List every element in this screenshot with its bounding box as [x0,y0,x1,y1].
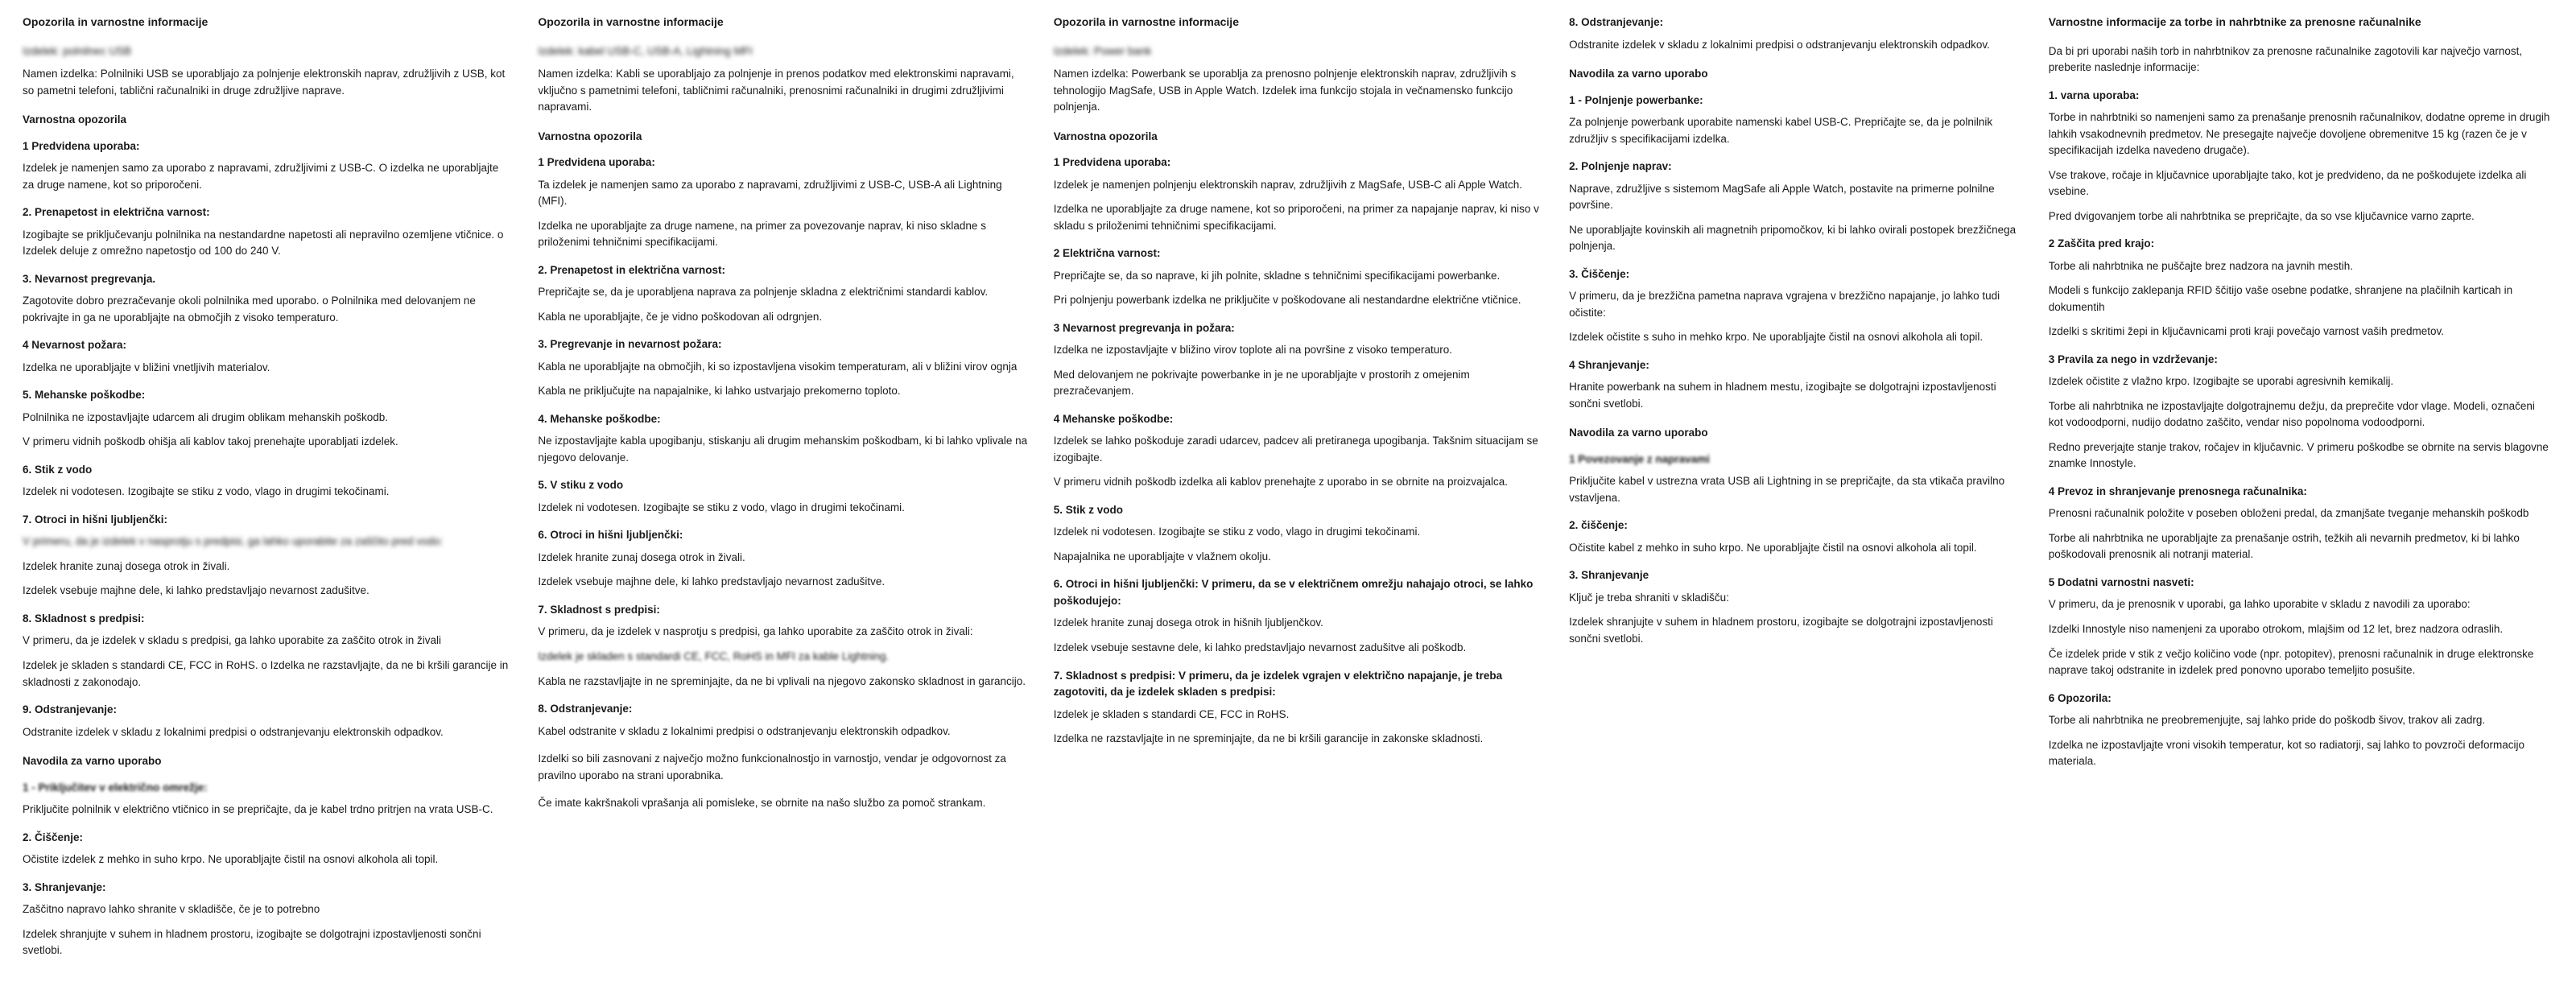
blurred-text: 1 Povezovanje z napravami [1569,452,1710,465]
warning-item-head: 1 Predvidena uporaba: [1053,156,1171,169]
warning-item-text: Če izdelek pride v stik z večjo količino vode (npr. potopitev), prenosni računalnik in druge elektronske naprave takoj odstranite in izdelek pred ponovno uporabo temeljito posušite. [2048,647,2534,677]
warning-item-text: Ne izpostavljajte kabla upogibanju, stiskanju ali drugim mehanskim poškodbam, ki bi lahko vplivale na njegovo delovanje. [538,435,1028,464]
warning-item-text: Izdelek ni vodotesen. Izogibajte se stiku z vodo, vlago in drugimi tekočinami. [538,501,905,513]
guide-item-head: 2. Polnjenje naprav: [1569,160,1672,173]
column-title: Opozorila in varnostne informacije [23,15,208,28]
warning-item-text: Izdelek je skladen s standardi CE, FCC in RoHS. [1053,707,1290,720]
warnings-heading: Varnostna opozorila [538,130,642,142]
warning-item-text: Izdelek je namenjen samo za uporabo z napravami, združljivimi z USB-C. O izdelka ne uporabljajte za druge namene, kot so priporočeni. [23,162,499,191]
warning-item-head: 5. V stiku z vodo [538,479,624,492]
warning-item-head: 1 Predvidena uporaba: [23,139,140,152]
guide-item-text: V primeru, da je brezžična pametna naprava vgrajena v brezžično napajanje, jo lahko tudi očistite: [1569,290,2000,319]
warning-item-text: Izdelka ne izpostavljajte v bližino virov toplote ali na površine z visoko temperaturo. [1053,344,1452,357]
guide-item-head-blurred [23,780,512,797]
product-name: Izdelek: kabel USB-C, USB-A, Lightning MFI [538,44,753,57]
warning-item-head: 5. Stik z vodo [1053,503,1123,516]
warning-item-head: 7. Skladnost s predpisi: V primeru, da je izdelek vgrajen v električno napajanje, je treba zagotoviti, da je izdelek skladen s predpisi: [1053,669,1503,699]
warning-item-head: 8. Odstranjevanje: [1569,16,1664,28]
column-charger [11,14,526,1006]
warning-item-head: 6 Opozorila: [2048,691,2112,704]
warning-item-head: 5. Mehanske poškodbe: [23,389,146,402]
warning-item-text: Izdelek je namenjen polnjenju elektronskih naprav, združljivih z MagSafe, USB-C ali Apple Watch. [1053,178,1523,191]
warning-item-text: Pri polnjenju powerbank izdelka ne priključite v poškodovane ali nestandardne električne vtičnice. [1053,294,1521,307]
warning-item-text: Izdelek je skladen s standardi CE, FCC in RoHS. o Izdelka ne razstavljajte, da ne bi kršili garancije in skladnosti z zakonodajo. [23,659,509,688]
guide-item-head: 4 Shranjevanje: [1569,358,1649,371]
column-powerbank [1042,14,1558,1006]
warning-item-text: Kabla ne priključujte na napajalnike, ki lahko ustvarjajo prekomerno toploto. [538,385,901,398]
warning-item-head: 3 Nevarnost pregrevanja in požara: [1053,321,1235,334]
guide-item-head: 2. čiščenje: [1569,519,1628,532]
warning-item-head: 6. Otroci in hišni ljubljenčki: [538,529,683,542]
column-cable [526,14,1042,1006]
warning-item-text: Izdelka ne uporabljajte za druge namene, kot so priporočeni, na primer za napajanje naprav, ki niso v skladu s priloženimi tehničnimi specifikacijami. [1053,203,1539,232]
warning-item-text: Izdelki s skritimi žepi in ključavnicami proti kraji povečajo varnost vaših predmetov. [2048,325,2444,338]
guide-item-text: Naprave, združljive s sistemom MagSafe ali Apple Watch, postavite na primerne polnilne površine. [1569,182,1995,212]
guide-item-text: Izdelek shranjujte v suhem in hladnem prostoru, izogibajte se dolgotrajni izpostavljenosti sončni svetlobi. [1569,616,1993,645]
closing-paragraph: Izdelki so bili zasnovani z največjo možno funkcionalnostjo in varnostjo, vendar je odgovornost za pravilno uporabo na strani uporabnika. [538,752,1006,781]
warning-item-head: 6. Otroci in hišni ljubljenčki: V primeru, da se v električnem omrežju nahajajo otroci, se lahko poškodujejo: [1053,578,1534,607]
warning-item-text: Izdelki Innostyle niso namenjeni za uporabo otrokom, mlajšim od 12 let, brez nadzora odraslih. [2048,623,2504,635]
warning-item-text: Izogibajte se priključevanju polnilnika na nestandardne napetosti ali nepravilno ozemljene vtičnice. o Izdelek deluje z omrežno napetostjo od 100 do 240 V. [23,228,504,258]
warning-item-head: 9. Odstranjevanje: [23,703,118,716]
warning-item-text: Prenosni računalnik položite v poseben obloženi predal, da zmanjšate tveganje mehanskih poškodb [2048,507,2529,520]
guide-item-text: Očistite kabel z mehko in suho krpo. Ne uporabljajte čistil na osnovi alkohola ali topil. [1569,541,1977,554]
warning-item-text: Torbe ali nahrbtnika ne izpostavljajte dolgotrajnemu dežju, da preprečite vdor vlage. Modeli, označeni kot vodoodporni, nudijo dodatno zaščito, vendar niso popolnoma vodoodporni. [2048,399,2535,429]
warning-item-text: Izdelka ne izpostavljajte vroni visokih temperatur, kot so radiatorji, saj lahko to povzroči deformacijo materiala. [2048,738,2525,768]
warning-item-head: 6. Stik z vodo [23,463,93,476]
warning-item-text: Izdelek se lahko poškoduje zaradi udarcev, padcev ali pretiranega upogibanja. Takšnim situacijam se izogibajte. [1053,435,1538,464]
guide-item-text: Priključite kabel v ustrezna vrata USB ali Lightning in se prepričajte, da sta vtikača pravilno vstavljena. [1569,475,2005,504]
warning-item-text: Polnilnika ne izpostavljajte udarcem ali drugim oblikam mehanskih poškodb. [23,410,388,423]
column-bags [2037,14,2565,1006]
column-title: Varnostne informacije za torbe in nahrbtnike za prenosne računalnike [2048,15,2421,28]
intro-paragraph: Namen izdelka: Polnilniki USB se uporabljajo za polnjenje elektronskih naprav, združljivih z USB, kot so pametni telefoni, tablični računalniki in druge združljive naprave. [23,68,506,97]
warning-item-text-blurred [538,649,1027,666]
guide-item-text: Za polnjenje powerbank uporabite namenski kabel USB-C. Prepričajte se, da je polnilnik združljiv s specifikacijami izdelka. [1569,116,1993,145]
blurred-text: Izdelek je skladen s standardi CE, FCC, RoHS in MFI za kable Lightning. [538,650,890,662]
warning-item-head: 7. Otroci in hišni ljubljenčki: [23,513,168,526]
warning-item-text: Izdelek vsebuje majhne dele, ki lahko predstavljajo nevarnost zadušitve. [538,575,886,588]
blurred-text: V primeru, da je izdelek v nasprotju s predpisi, ga lahko uporabite za zaščito pred vodo: [23,535,444,548]
warning-item-text: Izdelek vsebuje sestavne dele, ki lahko predstavljajo nevarnost zadušitve ali poškodb. [1053,641,1467,653]
warning-item-text: Izdelka ne uporabljajte za druge namene, na primer za povezovanje naprav, ki niso skladne s priloženimi tehničnimi specifikacijami. [538,219,986,249]
warning-item-head: 1. varna uporaba: [2048,89,2140,101]
guide-item-text: Izdelek shranjujte v suhem in hladnem prostoru, izogibajte se dolgotrajni izpostavljenosti sončni svetlobi. [23,927,481,957]
warning-item-text-blurred [23,534,512,550]
guide-item-head: 3. Shranjevanje [1569,569,1649,582]
guide-item-head: 1 - Polnjenje powerbanke: [1569,93,1703,106]
warning-item-text: Torbe ali nahrbtnika ne preobremenjujte, saj lahko pride do poškodb šivov, trakov ali zadrg. [2048,714,2486,727]
product-name: Izdelek: Power bank [1053,44,1152,57]
warning-item-text: Izdelka ne uporabljajte v bližini vnetljivih materialov. [23,361,270,373]
warning-item-text: V primeru, da je prenosnik v uporabi, ga lahko uporabite v skladu z navodili za uporabo: [2048,598,2471,611]
guide-heading: Navodila za varno uporabo [23,755,162,768]
guide-item-head: 3. Shranjevanje: [23,880,106,893]
guide-item-head-blurred [1569,451,2023,468]
warnings-heading: Varnostna opozorila [1053,130,1158,142]
warnings-heading: Varnostna opozorila [23,113,127,126]
intro-paragraph: Namen izdelka: Powerbank se uporablja za prenosno polnjenje elektronskih naprav, združljivih s tehnologijo MagSafe, USB in Apple Watch. Izdelek ima funkcijo stojala in večnamensko funkcijo polnjenja. [1053,68,1517,113]
warning-item-text: Kabel odstranite v skladu z lokalnimi predpisi o odstranjevanju elektronskih odpadkov. [538,724,951,737]
warning-item-text: Kabla ne razstavljajte in ne spreminjajte, da ne bi vplivali na njegovo zakonsko skladnost in garancijo. [538,674,1026,687]
guide-item-text: Hranite powerbank na suhem in hladnem mestu, izogibajte se dolgotrajni izpostavljenosti sončni svetlobi. [1569,381,1996,410]
blurred-text: 1 - Priključitev v električno omrežje: [23,781,208,794]
warning-item-head: 4. Mehanske poškodbe: [538,412,661,425]
warning-item-text: Ta izdelek je namenjen samo za uporabo z napravami, združljivimi z USB-C, USB-A ali Lightning (MFI). [538,178,1002,208]
warning-item-text: V primeru vidnih poškodb izdelka ali kablov prenehajte z uporabo in se obrnite na proizvajalca. [1053,476,1509,489]
warning-item-text: Med delovanjem ne pokrivajte powerbanke in je ne uporabljajte v prostorih z omejenim prezračevanjem. [1053,368,1470,398]
warning-item-head: 8. Odstranjevanje: [538,703,633,715]
warning-item-text: Prepričajte se, da je uporabljena naprava za polnjenje skladna z električnimi standardi kablov. [538,286,989,299]
warning-item-text: Modeli s funkcijo zaklepanja RFID ščitijo vaše osebne podatke, shranjene na plačilnih karticah in dokumentih [2048,284,2513,313]
closing-paragraph: Če imate kakršnakoli vprašanja ali pomisleke, se obrnite na našo službo za pomoč strankam. [538,797,986,810]
warning-item-text: V primeru vidnih poškodb ohišja ali kablov takoj prenehajte uporabljati izdelek. [23,435,398,448]
warning-item-text: Izdelek vsebuje majhne dele, ki lahko predstavljajo nevarnost zadušitve. [23,584,369,597]
guide-item-head: 2. Čiščenje: [23,831,84,843]
intro-paragraph: Da bi pri uporabi naših torb in nahrbtnikov za prenosne računalnike zagotovili kar največjo varnost, preberite naslednje informacije: [2048,44,2523,74]
column-title: Opozorila in varnostne informacije [538,15,724,28]
warning-item-text: V primeru, da je izdelek v skladu s predpisi, ga lahko uporabite za zaščito otrok in živali [23,634,442,647]
warning-item-text: Torbe ali nahrbtnika ne uporabljajte za prenašanje ostrih, težkih ali nevarnih predmetov, ki bi lahko poškodovali prenosnik ali notranji material. [2048,531,2520,561]
column-title: Opozorila in varnostne informacije [1053,15,1239,28]
column-powerbank-continued [1558,14,2037,1006]
warning-item-text: V primeru, da je izdelek v nasprotju s predpisi, ga lahko uporabite za zaščito otrok in živali: [538,625,973,638]
warning-item-head: 4 Mehanske poškodbe: [1053,412,1174,425]
warning-item-text: Izdelek ni vodotesen. Izogibajte se stiku z vodo, vlago in drugimi tekočinami. [1053,526,1421,538]
product-line [538,43,1027,60]
guide-item-text: Očistite izdelek z mehko in suho krpo. Ne uporabljajte čistil na osnovi alkohola ali topil. [23,853,439,866]
guide-item-text: Izdelek očistite s suho in mehko krpo. Ne uporabljajte čistil na osnovi alkohola ali topil. [1569,331,1984,344]
warning-item-text: Kabla ne uporabljajte na območjih, ki so izpostavljena visokim temperaturam, ali v bližini virov ognja [538,360,1018,373]
guide-heading-2: Navodila za varno uporabo [1569,427,1708,439]
warning-item-text: Izdelek hranite zunaj dosega otrok in živali. [23,559,230,572]
warning-item-head: 2. Prenapetost in električna varnost: [538,263,725,276]
product-line [23,43,512,60]
warning-item-text: Izdelek hranite zunaj dosega otrok in hišnih ljubljenčkov. [1053,616,1323,629]
product-line [1054,43,1543,60]
warning-item-head: 7. Skladnost s predpisi: [538,603,660,616]
warning-item-text: Izdelka ne razstavljajte in ne spreminjajte, da ne bi kršili garancije in zakonske skladnosti. [1053,732,1484,745]
product-name: Izdelek: polnilnec USB [23,44,132,57]
warning-item-head: 3. Pregrevanje in nevarnost požara: [538,338,722,351]
warning-item-text: Pred dvigovanjem torbe ali nahrbtnika se prepričajte, da so vse ključavnice varno zaprte. [2048,209,2475,222]
warning-item-text: Izdelek ni vodotesen. Izogibajte se stiku z vodo, vlago in drugimi tekočinami. [23,485,390,498]
warning-item-text: Napajalnika ne uporabljajte v vlažnem okolju. [1053,550,1271,563]
warning-item-text: Vse trakove, ročaje in ključavnice uporabljajte tako, kot je predvideno, da ne poškodujete izdelka ali vsebine. [2048,168,2527,198]
guide-item-head: 3. Čiščenje: [1569,267,1630,280]
warning-item-head: 2 Zaščita pred krajo: [2048,237,2155,250]
guide-item-text: Priključite polnilnik v električno vtičnico in se prepričajte, da je kabel trdno pritrjen na vrata USB-C. [23,803,493,816]
warning-item-text: Zagotovite dobro prezračevanje okoli polnilnika med uporabo. o Polnilnika med delovanjem ne pokrivajte in ga ne uporabljajte na območjih z visoko temperaturo. [23,295,476,324]
warning-item-head: 3 Pravila za nego in vzdrževanje: [2048,353,2218,365]
warning-item-head: 1 Predvidena uporaba: [538,156,655,169]
warning-item-text: Odstranite izdelek v skladu z lokalnimi predpisi o odstranjevanju elektronskih odpadkov. [1569,38,1990,51]
warning-item-text: Odstranite izdelek v skladu z lokalnimi predpisi o odstranjevanju elektronskih odpadkov. [23,725,444,738]
warning-item-text: Torbe ali nahrbtnika ne puščajte brez nadzora na javnih mestih. [2048,259,2354,272]
warning-item-head: 5 Dodatni varnostni nasveti: [2048,575,2194,588]
warning-item-text: Izdelek očistite z vlažno krpo. Izogibajte se uporabi agresivnih kemikalij. [2048,375,2394,388]
warning-item-head: 3. Nevarnost pregrevanja. [23,272,156,285]
guide-item-text: Zaščitno napravo lahko shranite v skladišče, če je to potrebno [23,903,320,916]
warning-item-head: 2. Prenapetost in električna varnost: [23,206,210,219]
guide-item-text: Ključ je treba shraniti v skladišču: [1569,591,1729,604]
guide-heading: Navodila za varno uporabo [1569,68,1708,80]
warning-item-text: Izdelek hranite zunaj dosega otrok in živali. [538,550,745,563]
warning-item-head: 4 Prevoz in shranjevanje prenosnega računalnika: [2048,484,2307,497]
warning-item-text: Redno preverjajte stanje trakov, ročajev in ključavnic. V primeru poškodbe se obrnite na servis blagovne znamke Innostyle. [2048,440,2549,470]
warning-item-text: Torbe in nahrbtniki so namenjeni samo za prenašanje prenosnih računalnikov, dodatne opreme in drugih lahkih vsakodnevnih predmetov. Ne presegajte največje dovoljene obremenitve 15 kg (razen če je v specifikacijah izdelka navedeno drugače). [2048,111,2550,157]
warning-item-text: Prepričajte se, da so naprave, ki jih polnite, skladne s tehničnimi specifikacijami powerbanke. [1053,269,1501,282]
warning-item-text: Kabla ne uporabljajte, če je vidno poškodovan ali odrgnjen. [538,310,823,323]
warning-item-head: 8. Skladnost s predpisi: [23,612,145,625]
intro-paragraph: Namen izdelka: Kabli se uporabljajo za polnjenje in prenos podatkov med elektronskimi napravami, vključno s pametnimi telefoni, tabličnimi računalniki, prenosnimi računalniki in drugimi združljivimi napravami. [538,68,1014,113]
warning-item-head: 2 Električna varnost: [1053,247,1161,260]
warning-item-head: 4 Nevarnost požara: [23,339,127,352]
guide-item-text: Ne uporabljajte kovinskih ali magnetnih pripomočkov, ki bi lahko ovirali postopek brezžičnega polnjenja. [1569,223,2017,253]
